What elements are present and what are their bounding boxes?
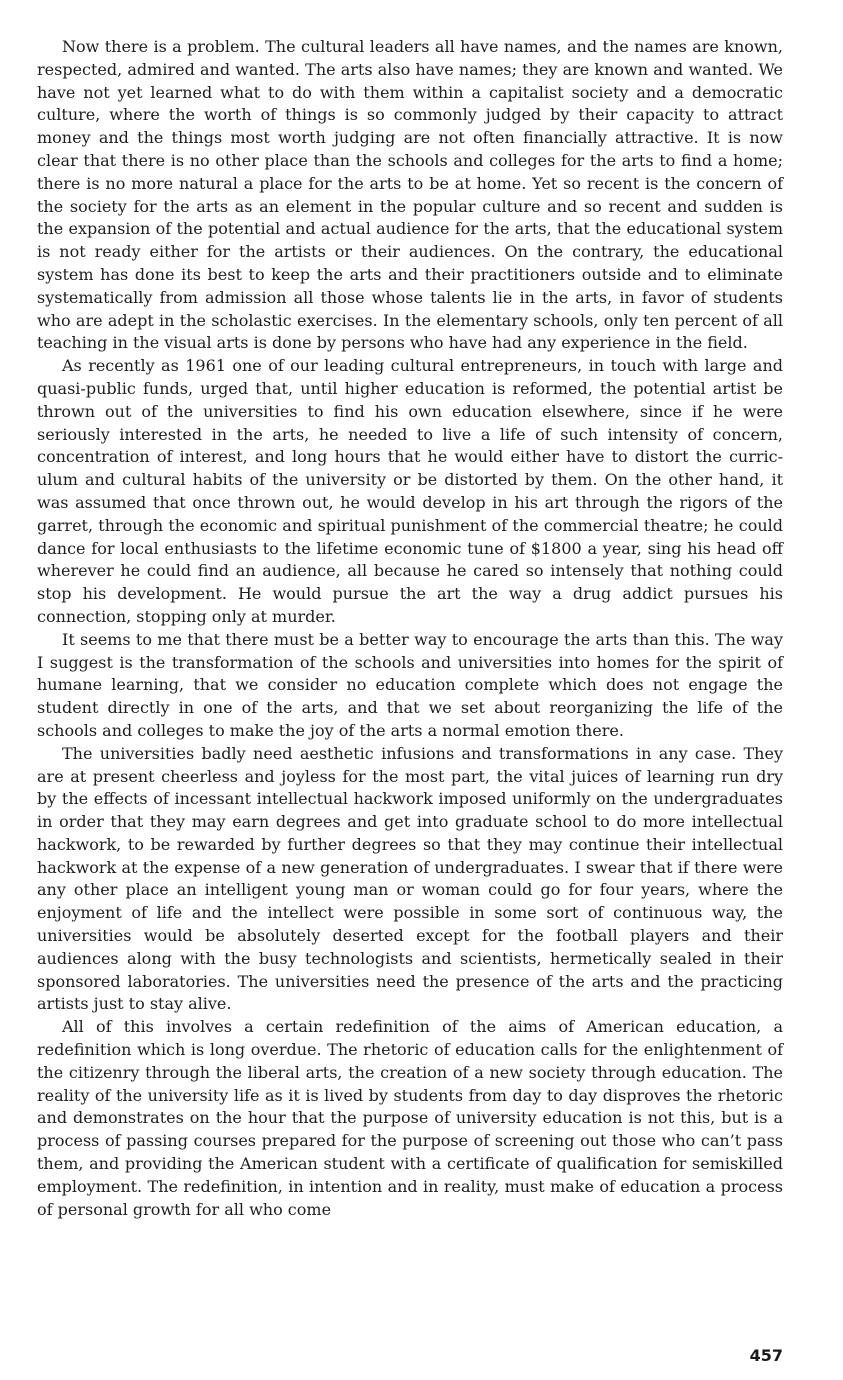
paragraph-5: All of this involves a certain redefinition of the aims of American education, a redefinition which is long overdue. The rhetoric of education calls for the enlightenment of the citizenry through the liberal arts, the creation of a new society through education. The reality of the university life as it is lived by students from day to day disproves the rhetoric and demonstrates on the hour that the purpose of university education is not this, but is a process of passing courses prepared for the purpose of screening out those who can’t pass them, and providing the American student with a certificate of qualification for semiskilled employment. The redefinition, in intention and in reality, must make of education a process of personal growth for all who come	[37, 1017, 783, 1219]
paragraph-1: Now there is a problem. The cultural leaders all have names, and the names are known, respected, admired and wanted. The arts also have names; they are known and wanted. We have not yet learned what to do with them within a capitalist society and a democratic culture, where the worth of things is so commonly judged by their capacity to attract money and the things most worth judging are not often financially attractive. It is now clear that there is no other place than the schools and colleges for the arts to find a home; there is no more natural a place for the arts to be at home. Yet so recent is the concern of the society for the arts as an element in the popular culture and so recent and sudden is the expansion of the potential and actual audience for the arts, that the educational system is not ready either for the artists or their audiences. On the contrary, the educational system has done its best to keep the arts and their practitioners outside and to eliminate systematically from admission all those whose talents lie in the arts, in favor of students who are adept in the scholastic exercises. In the elementary schools, only ten percent of all teaching in the visual arts is done by persons who have had any experience in the field.	[37, 37, 783, 353]
paragraph-4: The universities badly need aesthetic infusions and transformations in any case. They are at present cheerless and joyless for the most part, the vital juices of learning run dry by the effects of incessant intellectual hackwork imposed uniformly on the undergraduates in order that they may earn degrees and get into graduate school to do more intellectual hackwork, to be rewarded by further degrees so that they may continue their intellectual hackwork at the expense of a new generation of undergraduates. I swear that if there were any other place an intelligent young man or woman could go for four years, where the enjoyment of life and the intellect were possible in some sort of continuous way, the universities would be absolutely deserted except for the football players and their audiences along with the busy technologists and scientists, hermetically sealed in their sponsored laboratories. The universities need the presence of the arts and the practicing artists just to stay alive.	[37, 743, 783, 1014]
paragraph-3: It seems to me that there must be a better way to encourage the arts than this. The way I suggest is the transformation of the schools and universities into homes for the spirit of humane learning, that we consider no education complete which does not engage the student directly in one of the arts, and that we set about reorganizing the life of the schools and colleges to make the joy of the arts a normal emotion there.	[37, 629, 783, 740]
paragraph-2: As recently as 1961 one of our leading cultural entrepreneurs, in touch with large and quasi-public funds, urged that, until higher education is reformed, the potential artist be thrown out of the universities to find his own education elsewhere, since if he were seriously interested in the arts, he needed to live a life of such intensity of concern, concentration of interest, and long hours that he would either have to distort the curriculum and cultural habits of the university or be distorted by them. On the other hand, it was assumed that once thrown out, he would develop in his art through the rigors of the garret, through the economic and spiritual punishment of the commercial theatre; he could dance for local enthusiasts to the lifetime economic tune of $1800 a year, sing his head off wherever he could find an audience, all because he cared so intensely that nothing could stop his development. He would pursue the art the way a drug addict pursues his connection, stopping only at murder.	[37, 356, 783, 626]
page-number: 457	[749, 1346, 783, 1365]
page-body	[37, 36, 783, 1221]
